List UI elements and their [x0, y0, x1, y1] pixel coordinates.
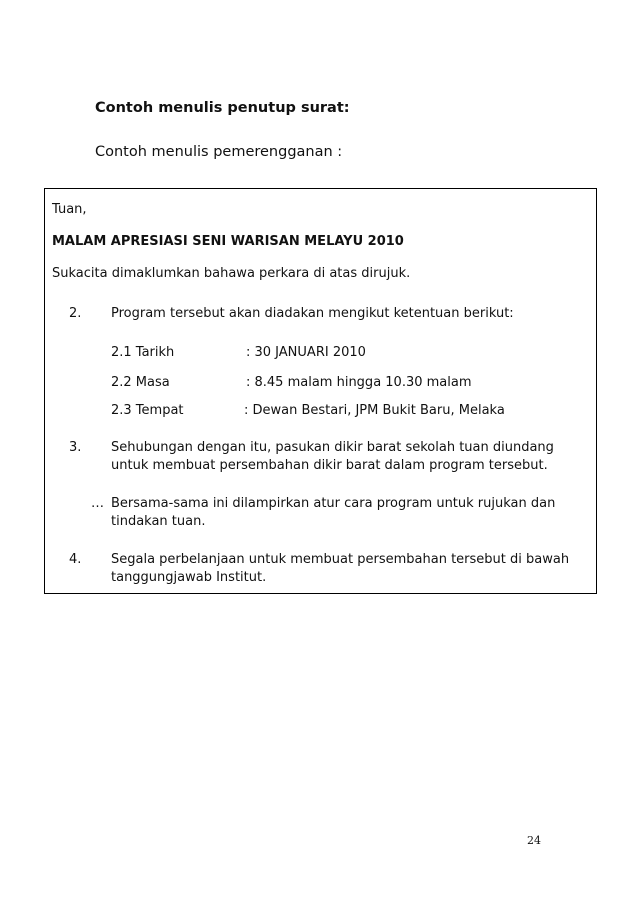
detail-tempat-value: : Dewan Bestari, JPM Bukit Baru, Melaka: [244, 403, 505, 418]
paragraph-ellipsis-line-2: tindakan tuan.: [111, 514, 206, 529]
paragraph-3-line-2: untuk membuat persembahan dikir barat dalam program tersebut.: [111, 458, 548, 473]
section-heading: Contoh menulis penutup surat:: [95, 100, 350, 116]
letter-title: MALAM APRESIASI SENI WARISAN MELAYU 2010: [52, 234, 404, 249]
letter-intro: Sukacita dimaklumkan bahawa perkara di atas dirujuk.: [52, 266, 411, 281]
paragraph-ellipsis-line-1: Bersama-sama ini dilampirkan atur cara program untuk rujukan dan: [111, 496, 556, 511]
paragraph-4-line-1: Segala perbelanjaan untuk membuat persembahan tersebut di bawah: [111, 552, 570, 567]
detail-tempat-label: 2.3 Tempat: [111, 403, 184, 418]
paragraph-4-number: 4.: [69, 552, 82, 567]
page-number: 24: [527, 834, 541, 847]
letter-salutation: Tuan,: [52, 202, 87, 217]
paragraph-3-number: 3.: [69, 440, 82, 455]
paragraph-3-line-1: Sehubungan dengan itu, pasukan dikir barat sekolah tuan diundang: [111, 440, 554, 455]
paragraph-ellipsis-number: …: [91, 496, 104, 511]
letter-example-box: [44, 188, 597, 594]
paragraph-2-number: 2.: [69, 306, 82, 321]
detail-tarikh-value: : 30 JANUARI 2010: [246, 345, 366, 360]
detail-masa-value: : 8.45 malam hingga 10.30 malam: [246, 375, 472, 390]
paragraph-2-text: Program tersebut akan diadakan mengikut ketentuan berikut:: [111, 306, 514, 321]
section-subheading: Contoh menulis pemerengganan :: [95, 144, 343, 160]
paragraph-4-line-2: tanggungjawab Institut.: [111, 570, 267, 585]
detail-masa-label: 2.2 Masa: [111, 375, 170, 390]
detail-tarikh-label: 2.1 Tarikh: [111, 345, 175, 360]
